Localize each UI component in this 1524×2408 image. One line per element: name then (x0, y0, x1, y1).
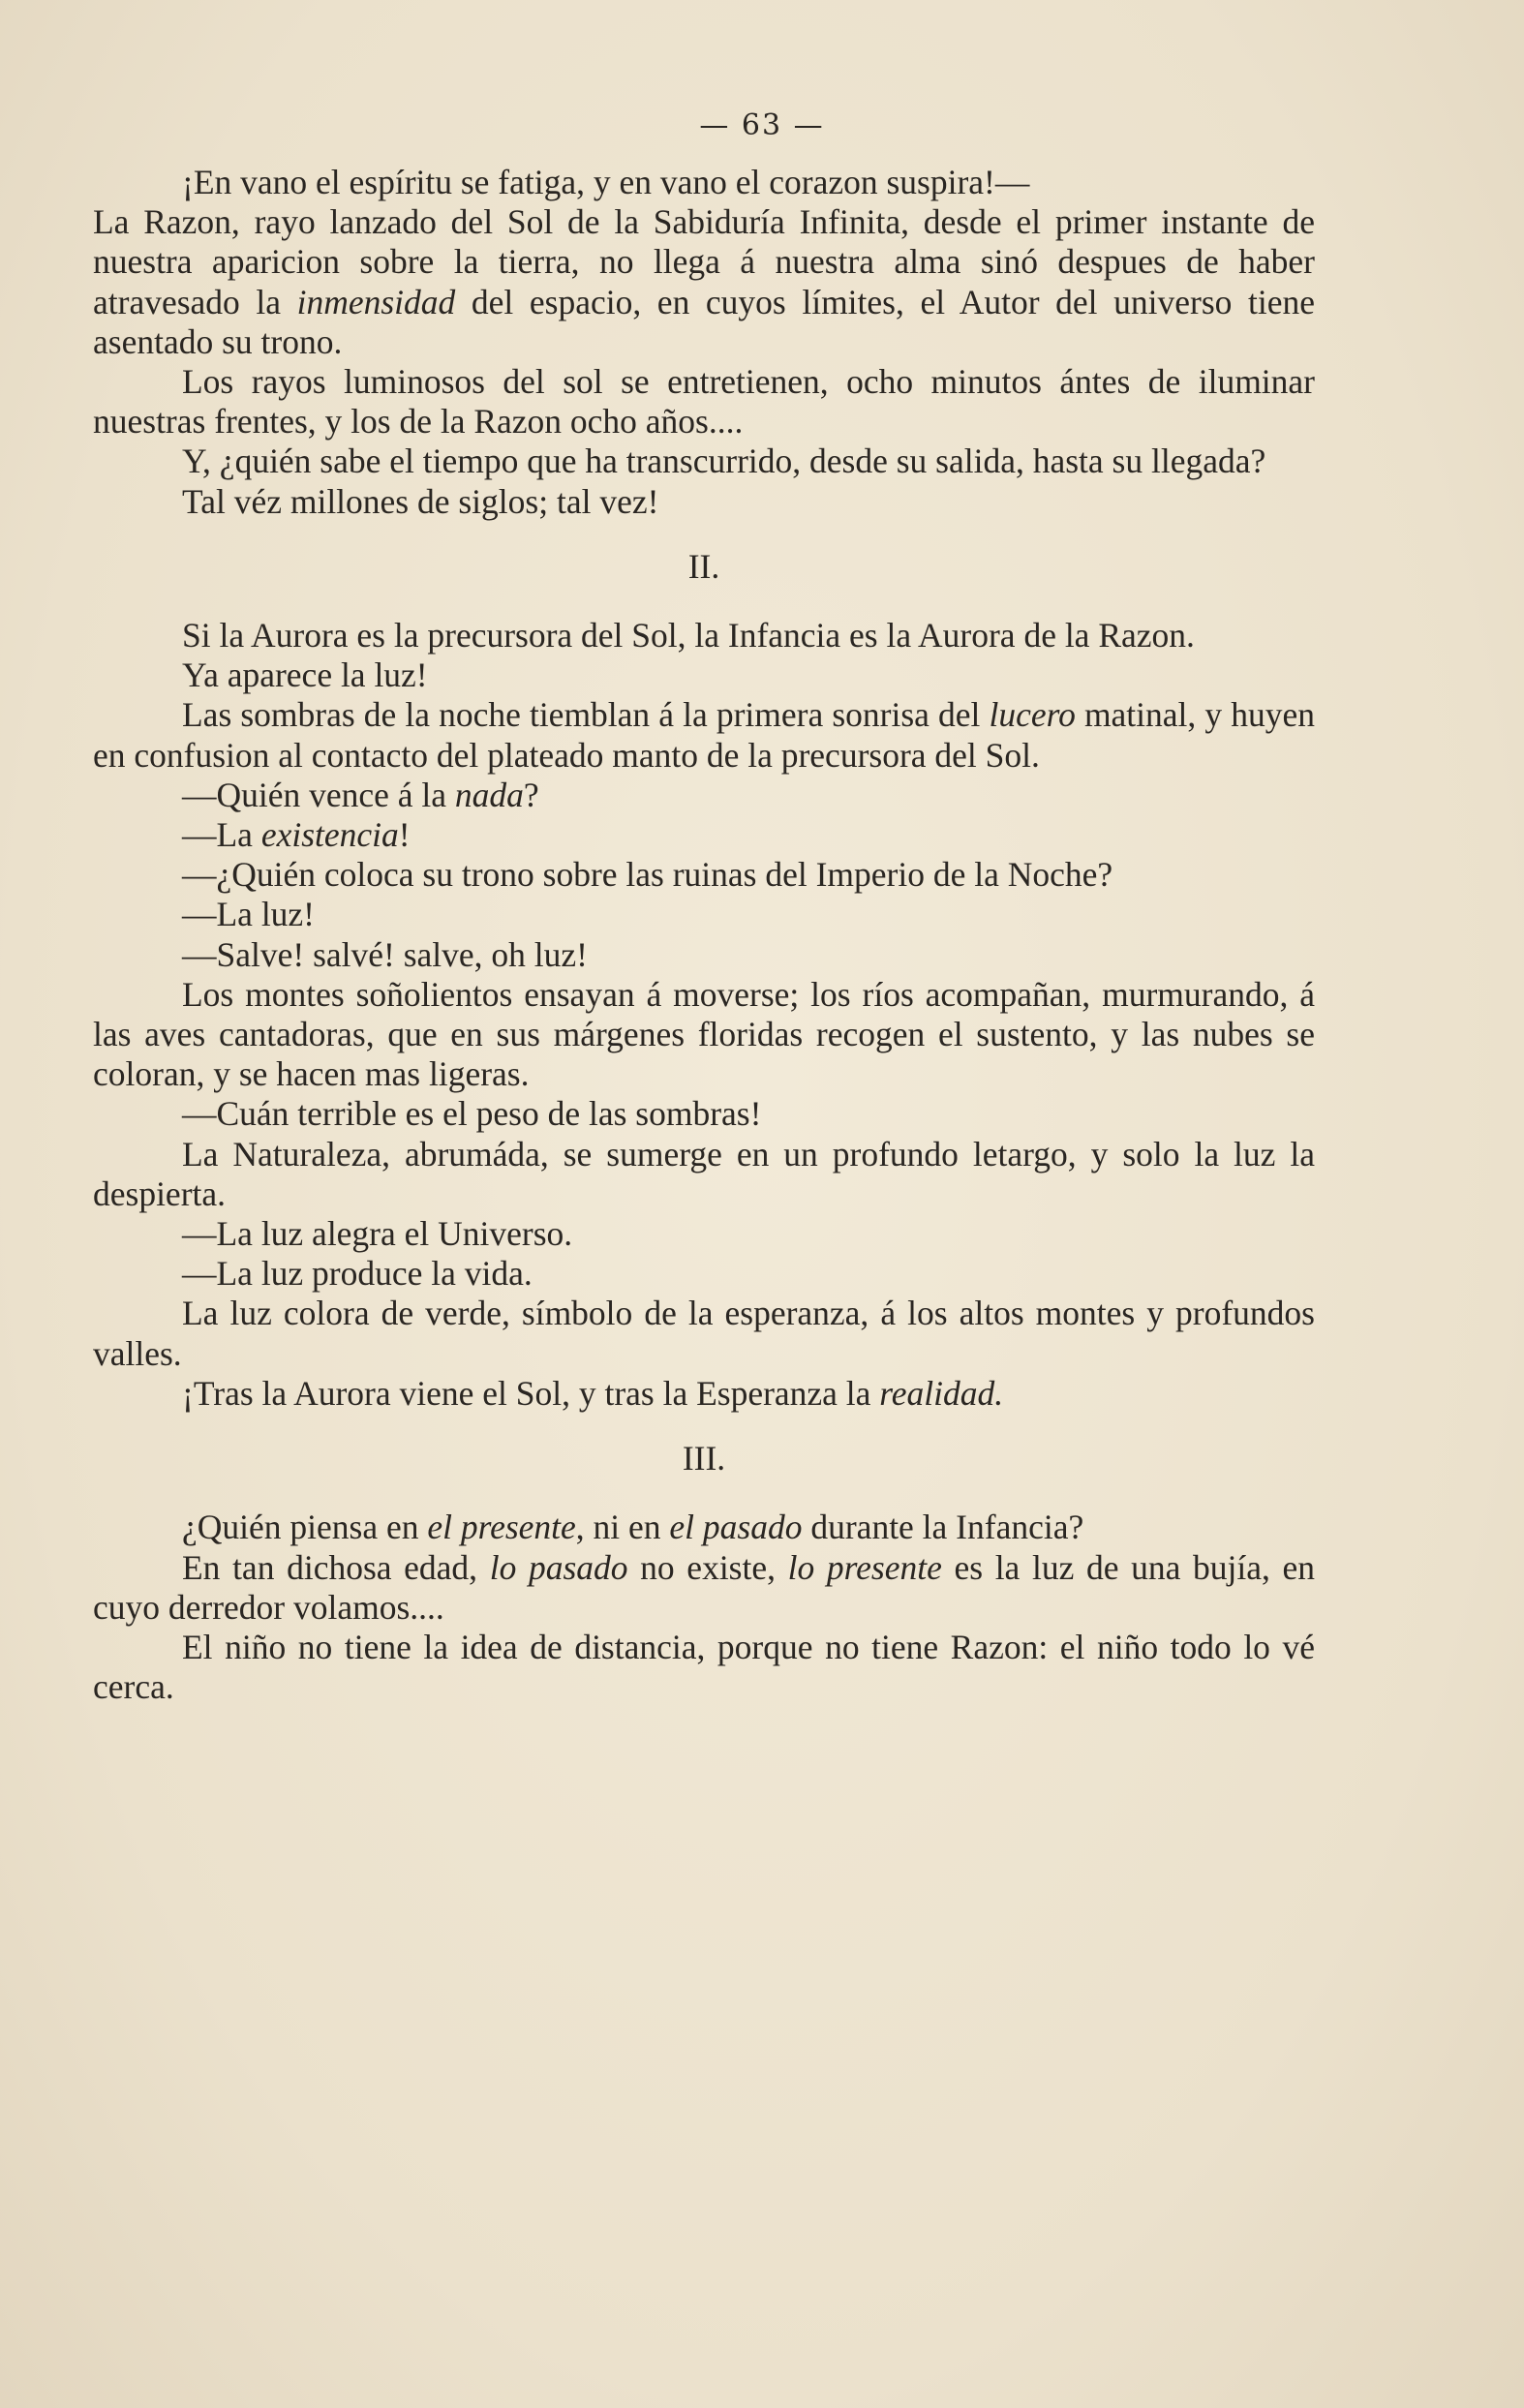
paragraph (93, 935, 1315, 975)
paragraph (93, 655, 1315, 695)
paragraph (93, 362, 1315, 442)
text-run: —La luz produce la vida. (182, 1254, 533, 1294)
text-run: —La luz! (182, 895, 316, 934)
italic-text: nada (454, 775, 524, 814)
paragraph (93, 1254, 1315, 1294)
text-run: durante la Infancia? (802, 1508, 1084, 1547)
paragraph (93, 776, 1315, 815)
text-run: En tan dichosa edad, (182, 1547, 490, 1587)
paragraph (93, 1294, 1315, 1373)
text-run: III. (682, 1439, 726, 1478)
paragraph (93, 202, 1315, 362)
paragraph (93, 1094, 1315, 1134)
italic-text: el pasado (669, 1508, 803, 1547)
paragraph (93, 442, 1315, 481)
text-run: —Salve! salvé! salve, oh luz! (182, 934, 588, 974)
section-heading (93, 1439, 1315, 1478)
text-run: Tal véz millones de siglos; tal vez! (182, 481, 659, 521)
text-run: Si la Aurora es la precursora del Sol, la Infancia es la Aurora de la Razon. (182, 616, 1195, 655)
text-run: ! (398, 815, 411, 855)
text-run: La Naturaleza, abrumáda, se sumerge en un profundo letargo, y solo la luz la despierta. (93, 1134, 1315, 1213)
text-run: Los rayos luminosos del sol se entretienen, ocho minutos ántes de iluminar nuestras frentes, y los de la Razon ocho años.... (93, 362, 1315, 442)
paragraph (93, 1628, 1315, 1707)
text-run: —La (182, 815, 261, 855)
paragraph (93, 1508, 1315, 1547)
text-run: II. (687, 546, 720, 586)
paragraph (93, 1548, 1315, 1628)
text-run: La Razon, rayo lanzado del Sol de la Sabiduría Infinita, desde el primer instante de nuestra aparicion sobre la tierra, no llega á nuestra alma sinó despues de haber atravesado la (93, 202, 1315, 321)
text-run: ? (523, 775, 539, 814)
paragraph (93, 1374, 1315, 1414)
section-heading (93, 547, 1315, 587)
italic-text: inmensidad (296, 282, 456, 321)
italic-text: el presente (427, 1508, 576, 1547)
text-run: —Cuán terrible es el peso de las sombras! (182, 1094, 762, 1134)
page-number: — 63 — (699, 108, 825, 142)
text-run: —La luz alegra el Universo. (182, 1214, 573, 1254)
text-run: El niño no tiene la idea de distancia, porque no tiene Razon: el niño todo lo vé cerca. (93, 1627, 1315, 1707)
paragraph (93, 1135, 1315, 1214)
text-run: es la luz de una bujía, en cuyo derredor volamos.... (93, 1547, 1316, 1627)
text-run: matinal, y huyen en confusion al contacto del plateado manto de la precursora del Sol. (93, 695, 1315, 775)
text-run: Las sombras de la noche tiemblan á la primera sonrisa del (182, 695, 990, 735)
paragraph (93, 1214, 1315, 1254)
italic-text: lo presente (787, 1547, 942, 1587)
text-run: —¿Quién coloca su trono sobre las ruinas del Imperio de la Noche? (182, 855, 1113, 895)
paragraph (93, 616, 1315, 655)
text-run: ¡En vano el espíritu se fatiga, y en vano el corazon suspira!— (182, 163, 1030, 201)
text-run: Ya aparece la luz! (182, 655, 428, 695)
text-run: del espacio, en cuyos límites, el Autor del universo tiene asentado su trono. (93, 282, 1315, 361)
italic-text: existencia (260, 815, 399, 855)
text-run: —Quién vence á la (182, 775, 455, 814)
paragraph (93, 975, 1315, 1095)
italic-text: lucero (989, 695, 1076, 735)
text-run: La luz colora de verde, símbolo de la esperanza, á los altos montes y profundos valles. (93, 1294, 1315, 1373)
body-text (93, 163, 1315, 1707)
paragraph (93, 815, 1315, 855)
text-run: ¿Quién piensa en (182, 1508, 428, 1547)
paragraph (93, 895, 1315, 934)
paragraph (93, 482, 1315, 522)
italic-text: lo pasado (489, 1547, 628, 1587)
paragraph (93, 163, 1315, 202)
text-run: Los montes soñolientos ensayan á moverse; los ríos acompañan, murmurando, á las aves cantadoras, que en sus márgenes floridas recogen el sustento, y las nubes se coloran, y se hacen mas ligeras. (93, 974, 1315, 1094)
text-run: no existe, (627, 1547, 788, 1587)
text-run: Y, ¿quién sabe el tiempo que ha transcurrido, desde su salida, hasta su llegada? (182, 442, 1266, 481)
paragraph (93, 855, 1315, 895)
paragraph (93, 695, 1315, 775)
text-run: , ni en (575, 1508, 670, 1547)
text-run: ¡Tras la Aurora viene el Sol, y tras la Esperanza la (182, 1373, 880, 1413)
italic-text: realidad. (879, 1373, 1004, 1413)
